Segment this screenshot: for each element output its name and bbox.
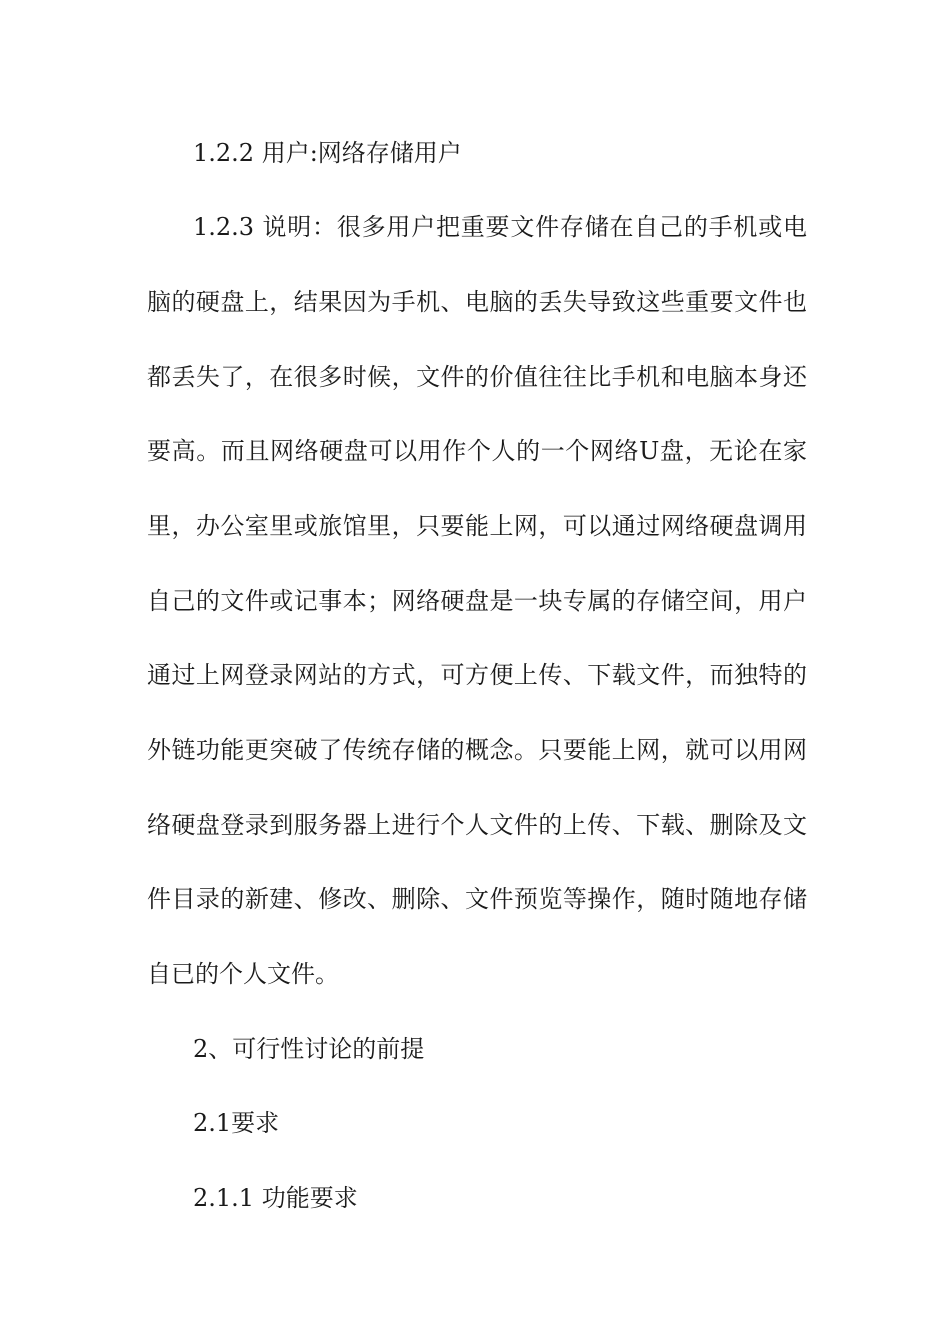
paragraph-line: 自己的文件或记事本；网络硬盘是一块专属的存储空间，用户 (147, 587, 807, 615)
paragraph-line: 通过上网登录网站的方式，可方便上传、下载文件，而独特的 (147, 661, 807, 689)
paragraph-line: 件目录的新建、修改、删除、文件预览等操作，随时随地存储 (147, 885, 807, 913)
paragraph-line: 脑的硬盘上，结果因为手机、电脑的丢失导致这些重要文件也 (147, 288, 807, 316)
paragraph-line: 要高。而且网络硬盘可以用作个人的一个网络U盘，无论在家 (147, 437, 807, 465)
paragraph-line: 1.2.3 说明：很多用户把重要文件存储在自己的手机或电 (193, 213, 807, 241)
paragraph-line: 自已的个人文件。 (147, 960, 339, 988)
subsection-heading-1-2-2: 1.2.2 用户:网络存储用户 (193, 139, 462, 167)
section-heading-2: 2、可行性讨论的前提 (193, 1035, 425, 1063)
paragraph-line: 络硬盘登录到服务器上进行个人文件的上传、下载、删除及文 (147, 811, 807, 839)
paragraph-line: 都丢失了，在很多时候，文件的价值往往比手机和电脑本身还 (147, 363, 807, 391)
paragraph-line: 里，办公室里或旅馆里，只要能上网，可以通过网络硬盘调用 (147, 512, 807, 540)
paragraph-line: 外链功能更突破了传统存储的概念。只要能上网，就可以用网 (147, 736, 807, 764)
subsection-heading-2-1-1: 2.1.1 功能要求 (193, 1184, 358, 1212)
subsection-heading-2-1: 2.1要求 (193, 1109, 280, 1137)
